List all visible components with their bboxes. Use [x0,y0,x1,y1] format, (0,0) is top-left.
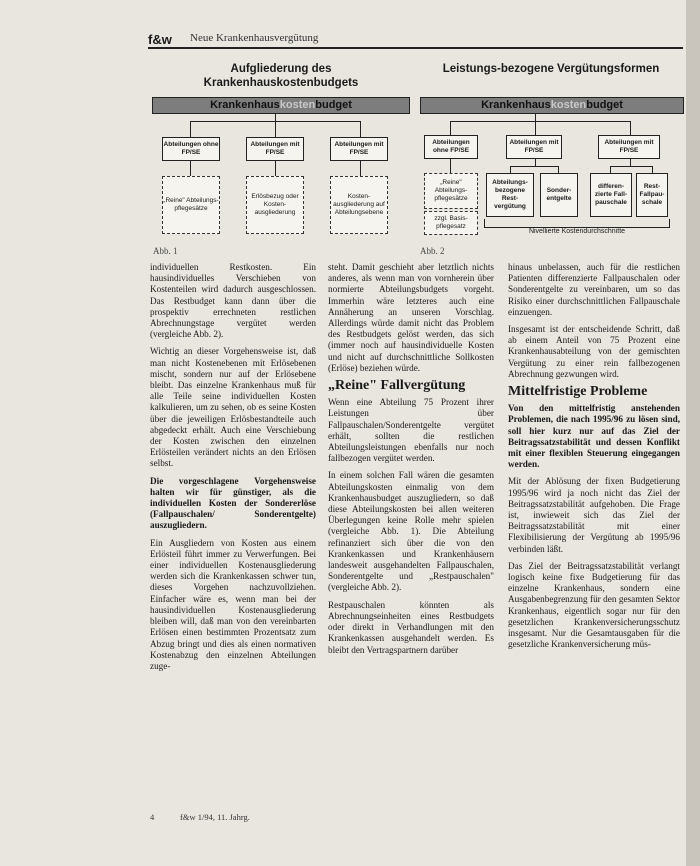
paragraph: Insgesamt ist der entscheidende Schritt, daß ab einem Anteil von 75 Prozent eine Krankenhausabteilung von der gemischten Vergütung zu einer rein fallbezogenen Abrechnung gezwungen wird. [508,324,680,379]
paragraph: Ein Ausgliedern von Kosten aus einem Erlösteil führt immer zu Verwerfungen. Bei einer individuellen Kostenausgliederung werden sich die Krankenkassen schwer tun, dieses Vorgehen nachzuvollziehen. Einfacher wäre es, wenn man bei der hausindividuellen Kostenausgliederung bleiben will, daß man von den vereinbarten Erlösen einen bestimmten Prozentsatz zum Abzug bringt und dies als einen normativen Kostenabzug den einzelnen Abteilungen zuge- [150,537,316,671]
figure2-sub-rest-fallpauschale: Rest-Fallpau-schale [636,173,668,217]
connector [610,166,652,167]
paragraph: In einem solchen Fall wären die gesamten Abteilungskosten einmalig von dem Krankenhausbudget auszugliedern, so daß diese Abteilungskosten bei allen weiteren Überlegungen keine Rolle mehr spielen (vergleiche Abb. 1). Die Abteilung refinanziert sich über die von den Krankenkassen und Krankenhäusern landesweit ausgehandelten Fallpauschalen, Sonderentgelte und „Restpauschalen" (vergleiche Abb. 2). [328,470,494,593]
figure1-sub-reine: „Reine" Abteilungs-pflegesätze [162,176,220,234]
paragraph-bold: Die vorgeschlagene Vorgehensweise halten wir für günstiger, als die individuellen Kosten der Sondererlöse (Fallpauschalen/ Sonderentgelte) auszugliedern. [150,475,316,531]
figure2-sub-basispflegesatz: zzgl. Basis-pflegesatz [424,211,478,235]
running-title: Neue Krankenhausvergütung [190,32,319,44]
connector [360,121,361,137]
page-number: 4 [150,812,155,822]
journal-logo: f&w [148,32,172,47]
connector [558,166,559,173]
figure1-sub-erloesbezug: Erlösbezug oder Kosten-ausgliederung [246,176,304,234]
text-column-3 [508,262,680,657]
figure2-sub-sonderentgelte: Sonder-entgelte [540,173,578,217]
text-column-2 [328,262,494,662]
paragraph: steht. Damit geschieht aber letztlich nichts anderes, als wenn man von vornherein über normierte Abteilungsbudgets vorgeht. Immerhin wäre letzteres auch eine Annäherung an unseren Vorschlag. Allerdings würde damit nicht das Problem des Restbudgets gelöst werden, das sich (immer noch auf hausindividuelle Kosten und nicht auf durchschnittliche Sollkosten (Erlöse) beziehen würde. [328,262,494,373]
figure2-sub-restverguetung: Abteilungs-bezogene Rest-vergütung [486,173,534,217]
connector [510,166,511,173]
figure1-budget-bar [152,97,410,114]
figure2-bracket [484,219,670,228]
figure1-sub-kostenausgliederung: Kosten-ausgliederung auf Abteilungsebene [330,176,388,234]
paragraph: hinaus unbelassen, auch für die restlichen Patienten differenzierte Fallpauschalen oder Sonderentgelte zu vereinbaren, um so das Risiko einer durchschnittlichen Fallpauschale einzuengen. [508,262,680,317]
paragraph: Das Ziel der Beitragssatzstabilität verlangt logisch keine fixe Budgetierung für das einzelne Krankenhaus, sondern eine Ausgabenbegrenzung für den gesamten Sektor Krankenhaus, eigentlich sogar nur für den gesetzlichen Krankenversicherungsschutz insgesamt. Nur die Gesamtausgaben für die gesetzliche Krankenversicherung müs- [508,560,680,650]
figure2-caption: Abb. 2 [420,246,445,256]
figure2-budget-bar [420,97,684,114]
connector [610,166,611,173]
connector [190,161,191,176]
connector [652,166,653,173]
paragraph: Restpauschalen könnten als Abrechnungseinheiten eines Restbudgets oder direkt in Verhandlungen mit den Krankenkassen ausgehandelt werden. Es bleibt den Vertragspartnern darüber [328,599,494,655]
budget-bar-post: budget [586,99,623,111]
figure2-bottom-label: Nivellierte Kostendurchschnitte [482,228,672,235]
paragraph: Wenn eine Abteilung 75 Prozent ihrer Leistungen über Fallpauschalen/Sonderentgelte vergütet erhält, sollten die restlichen Abteilungsleistungen ebenfalls nur noch fallbezogen vergütet werden. [328,397,494,464]
header-rule [148,47,683,49]
section-heading: „Reine" Fallvergütung [328,378,466,394]
connector [190,121,191,137]
figure1-box-ohne-fpse: Abteilungen ohne FP/SE [162,137,220,161]
figure2-box-ohne-fpse: Abteilungen ohne FP/SE [424,135,478,159]
figure1-caption: Abb. 1 [153,246,178,256]
paragraph: individuellen Restkosten. Ein hausindividuelles Verschieben von Kostenteilen wird dadurch ausgeschlossen. Das Restbudget kann dann über die prospektiv errechneten restlichen Abrechnungstage vergütet werden (vergleiche Abb. 2). [150,262,316,340]
connector [535,159,536,166]
figure2-box-mit-fpse-1: Abteilungen mit FP/SE [506,135,562,159]
figure2-sub-differenzierte-fallpauschale: differen-zierte Fall-pauschale [590,173,632,217]
budget-bar-pre: Krankenhaus [210,99,280,111]
connector [275,114,276,137]
footer-source: f&w 1/94, 11. Jahrg. [180,812,250,822]
text-column-1 [150,262,316,678]
connector [450,121,451,135]
connector [450,159,451,173]
figure2-title: Leistungs-bezogene Vergütungsformen [442,63,660,75]
paragraph: Mit der Ablösung der fixen Budgetierung 1995/96 wird ja noch nicht das Ziel der Beitragssatzstabilität aufgehoben. Die Frage ist, inwieweit sich das Ziel der Beitragssatzstabilität mit einer Flexibilisierung der Vergütung ab 1995/96 verbinden läßt. [508,476,680,554]
budget-bar-ghost: kosten [279,99,316,111]
paragraph: Wichtig an dieser Vorgehensweise ist, daß man nicht Kostenebenen mit Erlösebenen mischt, sondern nur auf der Erlösebene bleibt. Das einzelne Krankenhaus muß für alle Teile seine individuellen Kosten kalkulieren, um zu sehen, ob es seine Kosten über die jeweiligen Erlösbestandteile auch abgedeckt erhält. Auch eine Verschiebung der Kosten zwischen den einzelnen Erlösteilen verändert nichts an den Erlösen selbst. [150,346,316,469]
connector [450,121,630,122]
section-heading: Mittelfristige Probleme [508,384,648,400]
figure1-title: Aufgliederung des Krankenhauskostenbudgets [203,63,359,89]
budget-bar-post: budget [315,99,352,111]
figure1-box-mit-fpse-1: Abteilungen mit FP/SE [246,137,304,161]
connector [630,159,631,166]
connector [510,166,558,167]
connector [535,114,536,135]
connector [360,161,361,176]
figure2-sub-reine: „Reine" Abteilungs-pflegesätze [424,173,478,209]
connector [630,121,631,135]
figure1-box-mit-fpse-2: Abteilungen mit FP/SE [330,137,388,161]
budget-bar-pre: Krankenhaus [481,99,551,111]
connector [275,161,276,176]
figure2-box-mit-fpse-2: Abteilungen mit FP/SE [598,135,660,159]
page-edge-shadow [686,0,700,866]
paragraph-bold: Von den mittelfristig anstehenden Problemen, die nach 1995/96 zu lösen sind, soll hier kurz nur auf das Ziel der Beitragssatzstabilität und dessen Konflikt mit einer flexiblen Steuerung eingegangen werden. [508,403,680,470]
budget-bar-ghost: kosten [550,99,587,111]
